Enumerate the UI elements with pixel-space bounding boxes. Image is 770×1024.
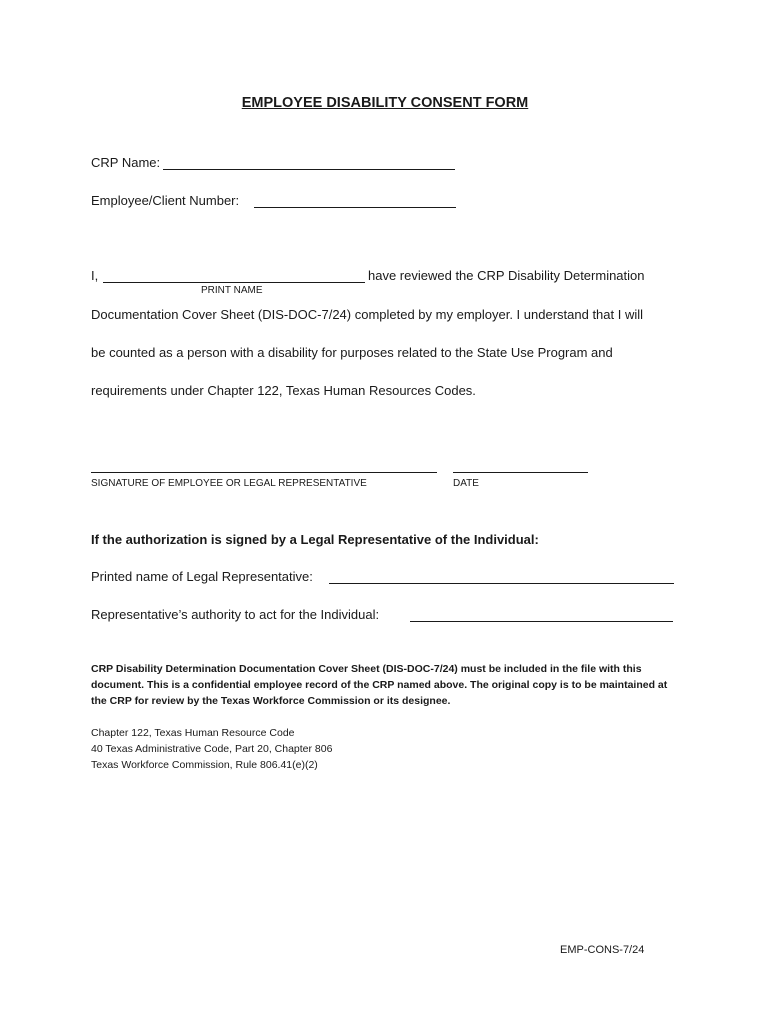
form-title: EMPLOYEE DISABILITY CONSENT FORM	[241, 95, 529, 111]
confidential-notice: CRP Disability Determination Documentation Cover Sheet (DIS-DOC-7/24) must be included in the file with this document. This is a confidential employee record of the CRP named above. The original copy is to be maintained at the CRP for review by the Texas Workforce Commission or its designee.	[91, 663, 668, 707]
date-caption: DATE	[453, 478, 479, 489]
crp-name-field[interactable]	[163, 169, 455, 170]
crp-name-label: CRP Name:	[91, 155, 161, 170]
print-name-field[interactable]	[103, 282, 365, 283]
consent-line-4: requirements under Chapter 122, Texas Human Resources Codes.	[91, 383, 476, 398]
authority-field[interactable]	[410, 621, 673, 622]
form-code: EMP-CONS-7/24	[560, 944, 645, 956]
employee-number-field[interactable]	[254, 207, 456, 208]
legal-rep-name-field[interactable]	[329, 583, 674, 584]
signature-field[interactable]	[91, 472, 437, 473]
consent-prefix: I,	[91, 268, 99, 283]
legal-rep-name-label: Printed name of Legal Representative:	[91, 569, 313, 584]
signature-caption: SIGNATURE OF EMPLOYEE OR LEGAL REPRESENTATIVE	[91, 478, 367, 489]
date-field[interactable]	[453, 472, 588, 473]
legal-references	[91, 725, 332, 773]
reference-item: Chapter 122, Texas Human Resource Code	[91, 727, 295, 739]
consent-line-2: Documentation Cover Sheet (DIS-DOC-7/24) completed by my employer. I understand that I will	[91, 307, 644, 322]
consent-line-3: be counted as a person with a disability for purposes related to the State Use Program and	[91, 345, 613, 360]
consent-line-1: have reviewed the CRP Disability Determination	[368, 268, 645, 283]
reference-item: 40 Texas Administrative Code, Part 20, Chapter 806	[91, 743, 333, 755]
reference-item: Texas Workforce Commission, Rule 806.41(e)(2)	[91, 759, 318, 771]
employee-number-label: Employee/Client Number:	[91, 193, 240, 208]
authority-label: Representative’s authority to act for the Individual:	[91, 607, 380, 622]
print-name-caption: PRINT NAME	[201, 285, 263, 296]
legal-rep-heading: If the authorization is signed by a Legal Representative of the Individual:	[91, 532, 539, 547]
